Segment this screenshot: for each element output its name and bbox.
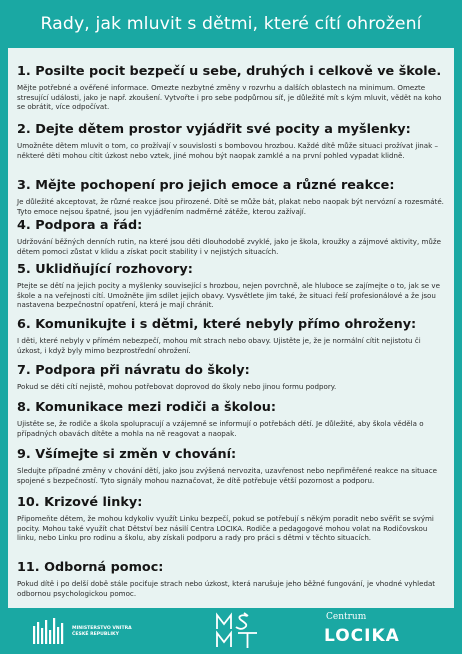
section-heading: 3. Mějte pochopení pro jejich emoce a různé reakce: [17, 178, 395, 193]
section-heading: 2. Dejte dětem prostor vyjádřit své pocity a myšlenky: [17, 122, 411, 137]
section-text: Pokud se děti cítí nejistě, mohou potřebovat doprovod do školy nebo jinou formu podpory. [17, 382, 337, 391]
section-text: Je důležité akceptovat, že různé reakce jsou přirozené. Dítě se může bát, plakat nebo naopak být nervózní a rozesmáté. Tyto emoce nejsou špatné, jsou jen vyjádřením nadměrné zátěže, kterou zažívají. [17, 197, 444, 216]
section-8 [17, 400, 447, 438]
section-heading: 9. Všímejte si změn v chování: [17, 447, 237, 462]
section-2 [17, 122, 447, 160]
section-10 [17, 495, 447, 543]
ministry-logo-text: MINISTERSTVO VNITRA ČESKÉ REPUBLIKY [72, 626, 132, 637]
section-text: Ptejte se dětí na jejich pocity a myšlenky související s hrozbou, nejen povrchně, ale hluboce se zajímejte o to, jak se ve škole a na veřejnosti cítí. Umožněte jim sdílet jejich obavy. Vysvětlete jim také, že situaci řeší profesionálové a že jsou nastavena bezpečnostní opatření, která je mají chránit. [17, 281, 440, 310]
section-text: Udržování běžných denních rutin, na které jsou děti dlouhodobě zvyklé, jako je škola, kroužky a zájmové aktivity, může dětem pomoci zůstat v klidu a získat pocit stability i v nejistých situacích. [17, 237, 441, 256]
section-heading: 4. Podpora a řád: [17, 218, 143, 233]
msmt-logo-icon [214, 612, 260, 650]
section-5 [17, 262, 447, 310]
header-banner [0, 0, 462, 48]
content-panel [8, 48, 454, 608]
section-text: Ujistěte se, že rodiče a škola spolupracují a vzájemně se informují o potřebách dětí. Je důležité, aby škola věděla o případných obavách dítěte a mohla na ně reagovat a naopak. [17, 419, 424, 438]
ministry-emblem-icon [32, 616, 68, 646]
section-heading: 7. Podpora při návratu do školy: [17, 363, 250, 378]
section-7 [17, 363, 447, 392]
ministry-logo [32, 616, 162, 646]
section-11 [17, 560, 447, 598]
locika-label: LOCIKA [324, 626, 400, 646]
locika-logo [318, 610, 418, 652]
section-heading: 10. Krizové linky: [17, 495, 143, 510]
section-text: Připomeňte dětem, že mohou kdykoliv využít Linku bezpečí, pokud se potřebují s někým poradit nebo svěřit se svými pocity. Mohou také využít chat Dětství bez násilí Centra LOCIKA. Rodiče a pedagogové mohou volat na Rodičovskou linku, nebo Linku pro rodinu a školu, aby získali podporu a rady pro práci s dětmi v těchto situacích. [17, 514, 434, 543]
section-heading: 6. Komunikujte i s dětmi, které nebyly přímo ohroženy: [17, 317, 417, 332]
section-text: Umožněte dětem mluvit o tom, co prožívají v souvislosti s bombovou hrozbou. Každé dítě může situaci prožívat jinak – některé děti mohou cítit úzkost nebo vztek, jiné mohou být naopak zamklé a na první pohled vypadat klidně. [17, 141, 439, 160]
section-text: I děti, které nebyly v přímém nebezpečí, mohou mít strach nebo obavy. Ujistěte je, že je normální cítit nejistotu či úzkost, i když byly mimo bezprostřední ohrožení. [17, 336, 421, 355]
section-text: Mějte potřebné a ověřené informace. Omezte nezbytné změny v rozvrhu a dalších oblastech na minimum. Omezte stresující události, jako je např. zkoušení. Vytvořte i pro sebe podpůrnou síť, je důležité mít s kým mluvit, vědět na koho se obrátit, více odpočívat. [17, 83, 442, 112]
section-heading: 5. Uklidňující rozhovory: [17, 262, 193, 277]
section-text: Pokud dítě i po delší době stále pociťuje strach nebo úzkost, která narušuje jeho běžné fungování, je vhodné vyhledat odbornou psychologickou pomoc. [17, 579, 436, 598]
footer-logos [0, 608, 462, 653]
section-heading: 1. Posilte pocit bezpečí u sebe, druhých i celkově ve škole. [17, 64, 442, 79]
section-text: Sledujte případné změny v chování dětí, jako jsou zvýšená nervozita, uzavřenost nebo nepřiměřené reakce na situace spojené s bezpečností. Tyto signály mohou naznačovat, že dítě potřebuje větší pozornost a podporu. [17, 466, 437, 485]
section-6 [17, 317, 447, 355]
section-3 [17, 178, 447, 216]
section-9 [17, 447, 447, 485]
section-1 [17, 64, 447, 112]
section-heading: 8. Komunikace mezi rodiči a školou: [17, 400, 276, 415]
page-title: Rady, jak mluvit s dětmi, které cítí ohrožení [40, 14, 422, 34]
section-heading: 11. Odborná pomoc: [17, 560, 164, 575]
centrum-label: Centrum [326, 612, 367, 622]
msmt-logo [214, 612, 260, 650]
section-4 [17, 218, 447, 256]
